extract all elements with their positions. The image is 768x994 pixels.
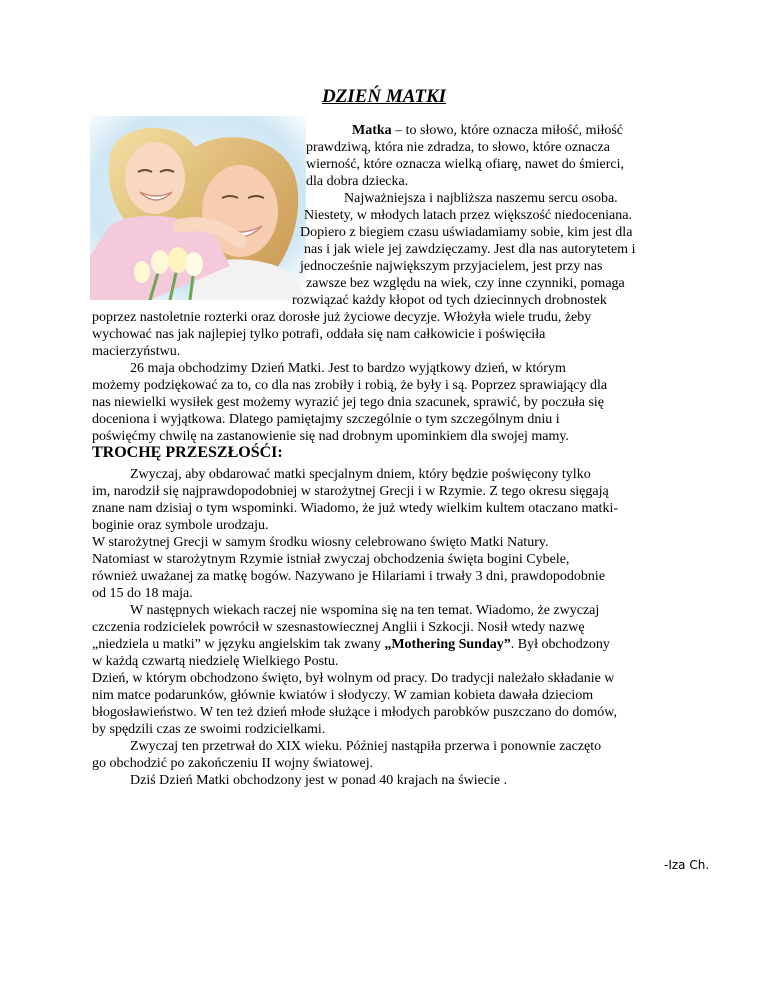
history-line-13: Dzień, w którym obchodzono święto, był wolnym od pracy. Do tradycji należało składanie w bbox=[92, 671, 615, 686]
history-line-5: W starożytnej Grecji w samym środku wiosny celebrowano święto Matki Natury. bbox=[92, 535, 549, 550]
history-line-4: boginie oraz symbole urodzaju. bbox=[92, 518, 269, 533]
intro-line-2: prawdziwą, która nie zdradza, to słowo, które oznacza bbox=[306, 140, 610, 155]
intro-line-14: macierzyństwu. bbox=[92, 344, 181, 359]
history-line-1: Zwyczaj, aby obdarować matki specjalnym dniem, który będzie poświęcony tylko bbox=[130, 467, 591, 482]
author-signature: -Iza Ch. bbox=[664, 858, 710, 872]
history-line-12: w każdą czwartą niedzielę Wielkiego Postu. bbox=[92, 654, 339, 669]
history-line-16: by spędzili czas ze swoimi rodzicielkami. bbox=[92, 722, 326, 737]
history-line-9: W następnych wiekach raczej nie wspomina się na ten temat. Wiadomo, że zwyczaj bbox=[130, 603, 600, 618]
intro-line-12: poprzez nastoletnie rozterki oraz dorosłe już życiowe decyzje. Włożyła wiele trudu, żeby bbox=[92, 310, 592, 325]
history-line-19: Dziś Dzień Matki obchodzony jest w ponad 40 krajach na świecie . bbox=[130, 773, 508, 788]
intro-line-18: doceniona i wyjątkowa. Dlatego pamiętajmy szczególnie o tym szczególnym dniu i bbox=[92, 412, 560, 427]
history-heading: TROCHĘ PRZESZŁOŚĆI: bbox=[92, 444, 283, 461]
history-line-18: go obchodzić po zakończeniu II wojny światowej. bbox=[92, 756, 374, 771]
intro-line-10: zawsze bez względu na wiek, czy inne czynniki, pomaga bbox=[306, 276, 625, 291]
intro-line-4: dla dobra dziecka. bbox=[306, 174, 409, 189]
intro-line-7: Dopiero z biegiem czasu uświadamiamy sobie, kim jest dla bbox=[300, 225, 633, 240]
history-line-6: Natomiast w starożytnym Rzymie istniał zwyczaj obchodzenia święta bogini Cybele, bbox=[92, 552, 570, 567]
intro-line-6: Niestety, w młodych latach przez większość niedoceniana. bbox=[304, 208, 632, 223]
history-line-7: również uważanej za matkę bogów. Nazywano je Hilariami i trwały 3 dni, prawdopodobnie bbox=[92, 569, 606, 584]
history-line-14: nim matce podarunków, głównie kwiatów i słodyczy. W zamian kobieta dawała dzieciom bbox=[92, 688, 594, 703]
history-line-10: czczenia rodzicielek powrócił w szesnastowiecznej Anglii i Szkocji. Nosił wtedy nazwę bbox=[92, 620, 585, 635]
intro-line-1: Matka – to słowo, które oznacza miłość, miłość bbox=[352, 123, 624, 138]
history-line-2: im, narodził się najprawdopodobniej w starożytnej Grecji i w Rzymie. Z tego okresu sięgają bbox=[92, 484, 609, 499]
intro-line-8: nas i jak wiele jej zawdzięczamy. Jest dla nas autorytetem i bbox=[304, 242, 636, 257]
intro-line-9: jednocześnie największym przyjacielem, jest przy nas bbox=[300, 259, 603, 274]
intro-line-16: możemy podziękować za to, co dla nas zrobiły i robią, że były i są. Poprzez sprawiający dla bbox=[92, 378, 608, 393]
history-line-17: Zwyczaj ten przetrwał do XIX wieku. Później nastąpiła przerwa i ponownie zaczęto bbox=[130, 739, 602, 754]
page-title: DZIEŃ MATKI bbox=[321, 86, 447, 107]
history-line-11: „niedziela u matki” w języku angielskim tak zwany „Mothering Sunday”. Był obchodzony bbox=[92, 637, 610, 652]
mother-daughter-photo bbox=[90, 116, 306, 300]
intro-line-19: poświęćmy chwilę na zastanowienie się nad drobnym upominkiem dla swojej mamy. bbox=[92, 429, 569, 444]
history-line-8: od 15 do 18 maja. bbox=[92, 586, 193, 601]
intro-line-11: rozwiązać każdy kłopot od tych dziecinnych drobnostek bbox=[292, 293, 607, 308]
history-line-3: znane nam dzisiaj o tym wspominki. Wiadomo, że już wtedy wielkim kultem otaczano matki- bbox=[92, 501, 618, 516]
history-line-15: błogosławieństwo. W ten też dzień młode służące i młodych parobków puszczano do domów, bbox=[92, 705, 617, 720]
intro-line-5: Najważniejsza i najbliższa naszemu sercu osoba. bbox=[344, 191, 618, 206]
intro-line-15: 26 maja obchodzimy Dzień Matki. Jest to bardzo wyjątkowy dzień, w którym bbox=[130, 361, 566, 376]
intro-line-3: wierność, które oznacza wielką ofiarę, nawet do śmierci, bbox=[306, 157, 624, 172]
intro-line-13: wychować nas jak najlepiej tylko potrafi, oddała się nam całkowicie i poświęciła bbox=[92, 327, 546, 342]
intro-line-17: nas niewielki wysiłek gest możemy wyrazić jej tego dnia szacunek, sprawić, by poczuła się bbox=[92, 395, 604, 410]
